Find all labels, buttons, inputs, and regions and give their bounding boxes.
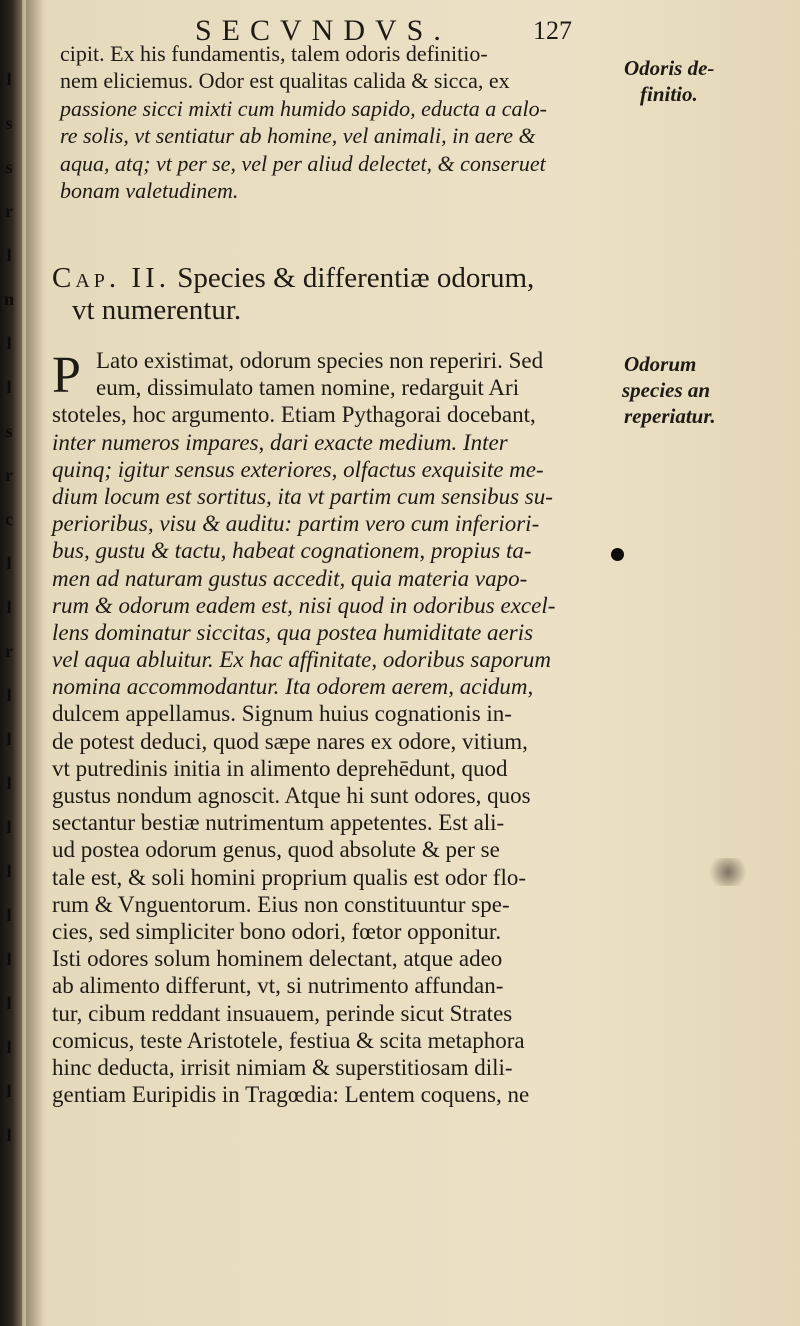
text-line: sectantur bestiæ nutrimentum appetentes. Est ali- (52, 810, 505, 836)
text-line: hinc deducta, irrisit nimiam & superstitiosam dili- (52, 1054, 513, 1080)
bleed-letter: l (6, 993, 12, 1013)
page-number: 127 (533, 16, 572, 45)
bleed-letter: s (5, 421, 13, 441)
text-line: eum, dissimulato tamen nomine, redarguit Ari (96, 375, 520, 401)
chapter-heading-line (52, 262, 672, 294)
text-line: perioribus, visu & auditu: partim vero cum inferiori- (52, 511, 540, 537)
text-line: stoteles, hoc argumento. Etiam Pythagorai docebant, (52, 402, 536, 428)
text-line: aqua, atq; vt per se, vel per aliud delectet, & conseruet (60, 150, 546, 176)
bleed-letter: l (6, 377, 12, 397)
text-line: men ad naturam gustus accedit, quia materia vapo- (52, 565, 528, 591)
text-line: cipit. Ex his fundamentis, talem odoris definitio- (60, 41, 488, 66)
text-line: quinq; igitur sensus exteriores, olfactus exquisite me- (52, 456, 544, 482)
ink-blot (611, 548, 624, 561)
text-line: bonam valetudinem. (60, 177, 239, 203)
bleed-letter: l (6, 553, 12, 573)
chapter-label: Cap. II. (52, 262, 170, 294)
bleed-letter: l (6, 1125, 12, 1145)
text-line: bus, gustu & tactu, habeat cognationem, propius ta- (52, 538, 532, 564)
bleed-letter: l (6, 245, 12, 265)
text-line: dium locum est sortitus, ita vt partim cum sensibus su- (52, 483, 553, 509)
text-line: cies, sed simpliciter bono odori, fœtor opponitur. (52, 918, 502, 944)
bleed-letter: l (6, 905, 12, 925)
bleed-letter: l (6, 1081, 12, 1101)
text-line: tur, cibum reddant insuauem, perinde sicut Strates (52, 1000, 513, 1026)
bleed-letter: c (5, 509, 13, 529)
text-line: Isti odores solum hominem delectant, atque adeo (52, 946, 503, 972)
definition-paragraph (60, 40, 620, 204)
bleed-letter: l (6, 1037, 12, 1057)
bleed-letter: l (6, 685, 12, 705)
text-line: vt putredinis initia in alimento deprehēdunt, quod (52, 755, 508, 781)
chapter-heading (52, 262, 672, 326)
text-line: ab alimento differunt, vt, si nutrimento affundan- (52, 973, 504, 999)
margin-note: finitio. (640, 82, 698, 106)
ink-smudge (705, 858, 751, 886)
margin-note: Odoris de- (624, 56, 715, 80)
bleed-letter: l (6, 861, 12, 881)
text-line: vel aqua abluitur. Ex hac affinitate, odoribus saporum (52, 647, 551, 673)
text-line: rum & Vnguentorum. Eius non constituuntur spe- (52, 891, 510, 917)
running-title: SECVNDVS. (195, 14, 451, 47)
text-line: dulcem appellamus. Signum huius cognationis in- (52, 701, 512, 727)
bleed-letter: r (5, 201, 13, 221)
text-line: comicus, teste Aristotele, festiua & scita metaphora (52, 1027, 525, 1053)
text-line: gentiam Euripidis in Tragœdia: Lentem coquens, ne (52, 1082, 530, 1108)
chapter-subtitle: vt numerentur. (72, 294, 242, 326)
text-line: nomina accommodantur. Ita odorem aerem, acidum, (52, 674, 534, 700)
bleed-letter: s (5, 157, 13, 177)
chapter-title: Species & differentiæ odorum, (177, 262, 535, 294)
page-shadow (26, 0, 44, 1326)
text-line: de potest deduci, quod sæpe nares ex odore, vitium, (52, 728, 528, 754)
text-line: inter numeros impares, dari exacte medium. Inter (52, 429, 508, 455)
bleed-letter: n (3, 289, 14, 309)
bleed-letter: l (6, 773, 12, 793)
margin-note: species an (622, 378, 711, 402)
text-line: tale est, & soli homini proprium qualis est odor flo- (52, 864, 526, 890)
bleed-letter: l (6, 333, 12, 353)
bleed-letter: r (5, 641, 13, 661)
margin-note: Odorum (624, 352, 697, 376)
text-line: ud postea odorum genus, quod absolute & per se (52, 837, 500, 863)
bleed-letter: r (5, 465, 13, 485)
text-line: re solis, vt sentiatur ab homine, vel animali, in aere & (60, 123, 536, 149)
text-line: lens dominatur siccitas, qua postea humiditate aeris (52, 619, 534, 645)
bleed-letter: l (6, 69, 12, 89)
bleed-letter: l (6, 817, 12, 837)
bleed-letter: l (6, 729, 12, 749)
text-line: nem eliciemus. Odor est qualitas calida & sicca, ex (60, 68, 510, 94)
text-line: rum & odorum eadem est, nisi quod in odoribus excel- (52, 592, 556, 618)
text-line: gustus nondum agnoscit. Atque hi sunt odores, quos (52, 783, 531, 808)
text-line: Lato existimat, odorum species non reperiri. Sed (96, 348, 544, 373)
bleed-letter: l (6, 949, 12, 969)
margin-note: reperiatur. (624, 404, 716, 428)
bleed-letter: s (5, 113, 13, 133)
text-line: passione sicci mixti cum humido sapido, educta a calo- (60, 95, 547, 121)
chapter-body (52, 347, 622, 1108)
bleed-letter: l (6, 597, 12, 617)
drop-initial: P (52, 347, 81, 404)
